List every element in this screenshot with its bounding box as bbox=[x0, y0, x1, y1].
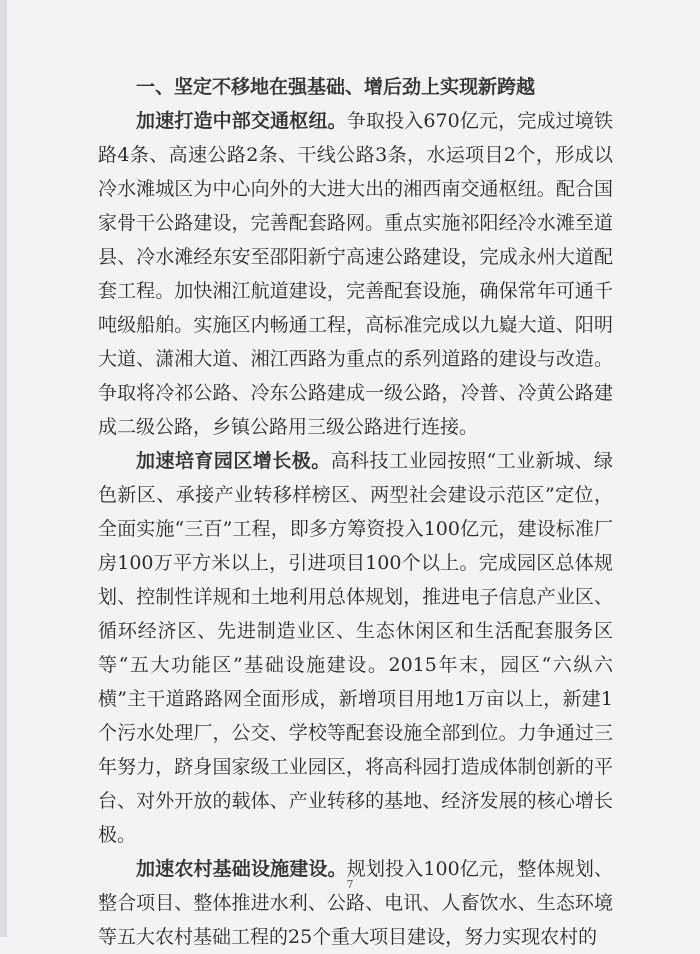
paragraph-text: 规划投入100亿元，整体规划、整合项目、整体推进水利、公路、电讯、人畜饮水、生态环境等五大农村基础工程的25个重大项目建设，努力实现农村的 bbox=[98, 858, 613, 948]
paragraph-rural-infrastructure bbox=[98, 852, 613, 954]
paragraph-industrial-park bbox=[98, 444, 613, 852]
paragraph-text: 争取投入670亿元，完成过境铁路4条、高速公路2条、干线公路3条，水运项目2个，形成以冷水滩城区为中心向外的大进大出的湘西南交通枢纽。配合国家骨干公路建设，完善配套路网。重点实施祁阳经冷水滩至道县、冷水滩经东安至邵阳新宁高速公路建设，完成永州大道配套工程。加快湘江航道建设，完善配套设施，确保常年可通千吨级船舶。实施区内畅通工程，高标准完成以九嶷大道、阳明大道、潇湘大道、湘江西路为重点的系列道路的建设与改造。争取将冷祁公路、冷东公路建成一级公路，冷普、冷黄公路建成二级公路，乡镇公路用三级公路进行连接。 bbox=[98, 110, 613, 438]
paragraph-lead: 加速打造中部交通枢纽。 bbox=[136, 110, 347, 132]
page-number: 7 bbox=[346, 878, 354, 891]
paragraph-text: 高科技工业园按照“工业新城、绿色新区、承接产业转移样榜区、两型社会建设示范区”定位，全面实施“三百”工程，即多方筹资投入100亿元，建设标准厂房100万平方米以上，引进项目100个以上。完成园区总体规划、控制性详规和土地利用总体规划，推进电子信息产业区、循环经济区、先进制造业区、生态休闲区和生活配套服务区等“五大功能区”基础设施建设。2015年末，园区“六纵六横”主干道路路网全面形成，新增项目用地1万亩以上，新建1个污水处理厂，公交、学校等配套设施全部到位。力争通过三年努力，跻身国家级工业园区，将高科园打造成体制创新的平台、对外开放的载体、产业转移的基地、经济发展的核心增长极。 bbox=[98, 450, 613, 846]
paragraph-lead: 加速农村基础设施建设。 bbox=[136, 858, 347, 880]
page-body bbox=[98, 70, 613, 954]
scan-edge bbox=[0, 0, 7, 937]
paragraph-lead: 加速培育园区增长极。 bbox=[136, 450, 331, 472]
section-heading: 一、坚定不移地在强基础、增后劲上实现新跨越 bbox=[136, 76, 536, 98]
paragraph-transport-hub bbox=[98, 104, 613, 444]
